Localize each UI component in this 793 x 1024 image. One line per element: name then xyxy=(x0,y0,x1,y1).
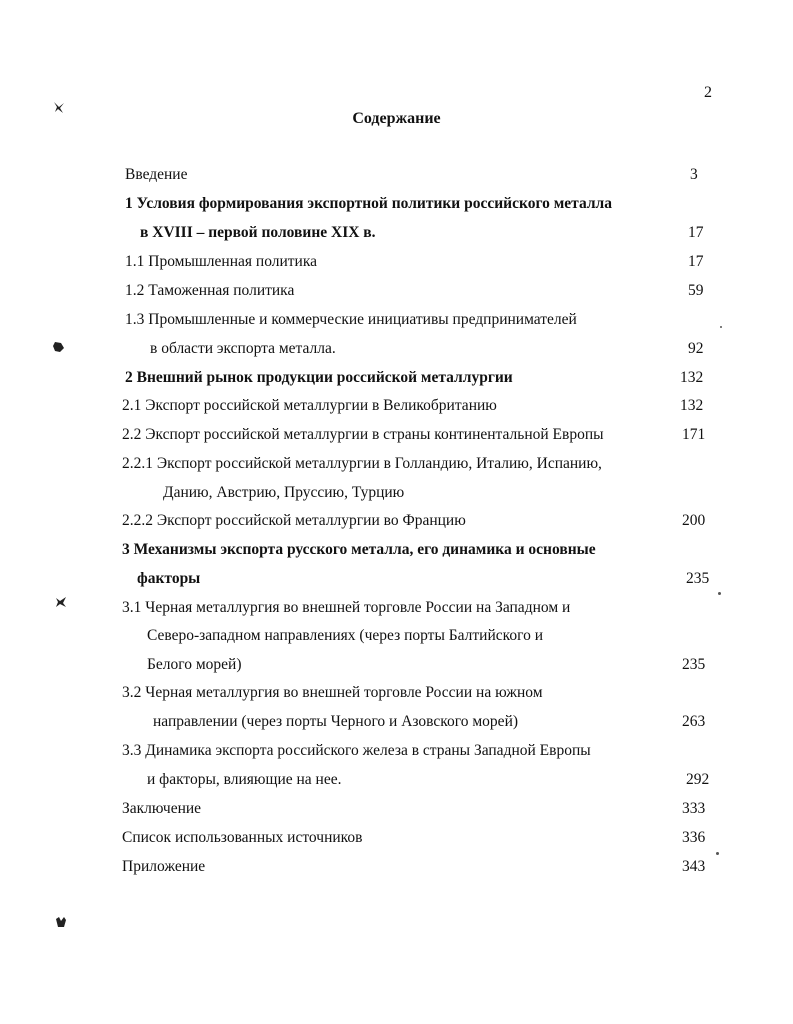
toc-entry-page: 17 xyxy=(688,253,704,270)
toc-entry-page: 263 xyxy=(682,713,706,730)
toc-entry-page: 132 xyxy=(680,397,704,414)
scan-speck xyxy=(718,592,721,595)
toc-entry-text: 2.2 Экспорт российской металлургии в страны континентальной Европы xyxy=(122,426,604,443)
toc-entry-text: 2.1 Экспорт российской металлургии в Великобританию xyxy=(122,397,497,414)
toc-entry-page: 292 xyxy=(686,771,710,788)
scan-mark-icon xyxy=(52,340,66,354)
toc-entry-page: 235 xyxy=(682,656,706,673)
page-title: Содержание xyxy=(352,110,441,127)
toc-entry-text: и факторы, влияющие на нее. xyxy=(147,771,342,788)
toc-entry-text: 3.3 Динамика экспорта российского железа в страны Западной Европы xyxy=(122,742,591,759)
page-number: 2 xyxy=(704,84,712,101)
toc-entry-text: Данию, Австрию, Пруссию, Турцию xyxy=(163,484,405,501)
toc-entry-page: 333 xyxy=(682,800,706,817)
scan-mark-icon xyxy=(54,915,68,929)
toc-entry-page: 132 xyxy=(680,369,704,386)
toc-entry-text: 3.2 Черная металлургия во внешней торговле России на южном xyxy=(122,684,543,701)
toc-entry-text: в области экспорта металла. xyxy=(150,340,336,357)
toc-entry-text: 2 Внешний рынок продукции российской металлургии xyxy=(125,369,513,386)
scan-mark-icon xyxy=(52,100,66,114)
toc-entry-page: 200 xyxy=(682,512,706,529)
toc-entry-text: 1 Условия формирования экспортной политики российского металла xyxy=(125,195,613,212)
toc-entry-page: 336 xyxy=(682,829,706,846)
toc-entry-text: 3 Механизмы экспорта русского металла, его динамика и основные xyxy=(122,541,596,558)
toc-entry-page: 59 xyxy=(688,282,704,299)
toc-entry-text: Белого морей) xyxy=(147,656,242,673)
toc-entry-text: Список использованных источников xyxy=(122,829,363,846)
toc-entry-text: Северо-западном направлениях (через порты Балтийского и xyxy=(147,627,544,644)
toc-entry-text: направлении (через порты Черного и Азовского морей) xyxy=(153,713,519,730)
toc-entry-text: 2.2.2 Экспорт российской металлургии во Францию xyxy=(122,512,466,529)
toc-entry-page: 3 xyxy=(690,166,698,183)
toc-entry-text: факторы xyxy=(137,570,201,587)
toc-entry-text: Заключение xyxy=(122,800,202,817)
toc-entry-text: 3.1 Черная металлургия во внешней торговле России на Западном и xyxy=(122,599,571,616)
toc-entry-text: 2.2.1 Экспорт российской металлургии в Голландию, Италию, Испанию, xyxy=(122,455,602,472)
scan-speck xyxy=(720,326,722,328)
toc-entry-text: 1.3 Промышленные и коммерческие инициативы предпринимателей xyxy=(125,311,577,328)
toc-entry-page: 235 xyxy=(686,570,710,587)
toc-entry-page: 171 xyxy=(682,426,706,443)
toc-entry-page: 17 xyxy=(688,224,704,241)
toc-entry-page: 343 xyxy=(682,858,706,875)
toc-entry-text: 1.2 Таможенная политика xyxy=(125,282,295,299)
toc-entry-text: в XVIII – первой половине XIX в. xyxy=(140,224,376,241)
scan-speck xyxy=(716,852,719,855)
toc-entry-page: 92 xyxy=(688,340,704,357)
toc-entry-text: 1.1 Промышленная политика xyxy=(125,253,318,270)
toc-entry-text: Введение xyxy=(125,166,188,183)
scan-mark-icon xyxy=(54,595,68,609)
toc-entry-text: Приложение xyxy=(122,858,206,875)
